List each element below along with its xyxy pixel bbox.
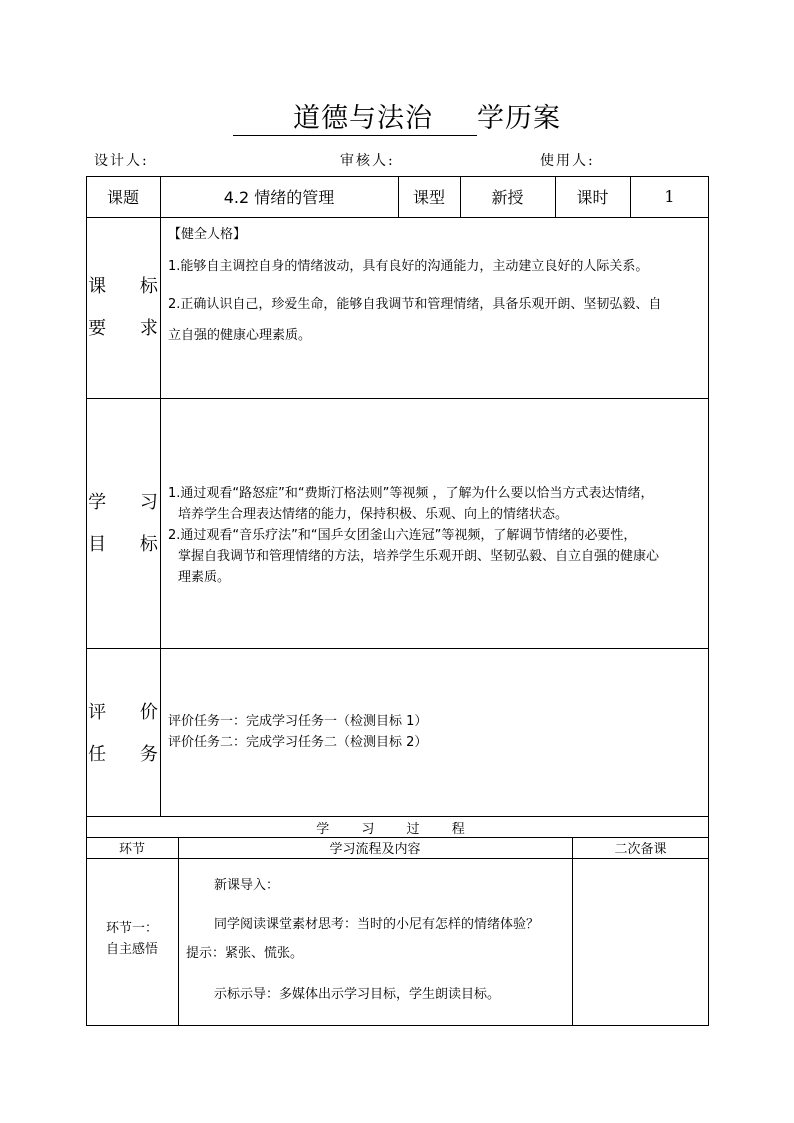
title-blank-underline <box>435 104 477 136</box>
title-subject: 道德与法治 <box>291 96 435 136</box>
stage-1-label: 环节一： 自主感悟 <box>105 921 158 957</box>
evaluation-task-2: 评价任务二：完成学习任务二（检测目标 2） <box>168 735 428 750</box>
goal-2-line-2: 掌握自我调节和管理情绪的方法，培养学生乐观开朗、坚韧弘毅、自立自强的健康心 <box>178 549 660 564</box>
topic-label: 课题 <box>106 188 139 207</box>
title-blank-underline <box>233 104 291 136</box>
standards-item-2-line-2: 立自强的健康心理素质。 <box>168 328 312 343</box>
content-question: 同学阅读课堂素材思考：当时的小尼有怎样的情绪体验？ <box>214 917 540 932</box>
document-title <box>0 96 794 136</box>
hours-value: 1 <box>664 187 675 206</box>
content-intro: 新课导入： <box>214 878 280 893</box>
evaluation-task-1: 评价任务一：完成学习任务一（检测目标 1） <box>168 714 428 729</box>
user-label: 使用人: <box>540 153 595 169</box>
designer-label: 设计人: <box>94 153 149 169</box>
goal-1-line-2: 培养学生合理表达情绪的能力，保持积极、乐观、向上的情绪状态。 <box>178 507 569 522</box>
evaluation-label: 评 价 任 务 <box>88 702 172 765</box>
type-label: 课型 <box>412 188 445 207</box>
standards-item-2-line-1: 2.正确认识自己，珍爱生命，能够自我调节和管理情绪，具备乐观开朗、坚韧弘毅、自 <box>168 297 662 312</box>
col-second-prep-header: 二次备课 <box>614 842 667 857</box>
hours-label: 课时 <box>576 188 609 207</box>
goals-label: 学 习 目 标 <box>88 492 172 555</box>
process-title: 学 习 过 程 <box>316 821 479 837</box>
col-stage-header: 环节 <box>118 842 145 857</box>
content-goal-display: 示标示导：多媒体出示学习目标，学生朗读目标。 <box>214 987 501 1002</box>
goal-1-line-1: 1.通过观看“路怒症”和“费斯汀格法则”等视频 ，了解为什么要以恰当方式表达情绪， <box>168 486 654 501</box>
reviewer-label: 审核人: <box>340 153 395 169</box>
content-hint: 提示：紧张、慌张。 <box>186 946 304 961</box>
goal-2-line-3: 理素质。 <box>178 570 231 585</box>
standards-item-1: 1.能够自主调控自身的情绪波动，具有良好的沟通能力，主动建立良好的人际关系。 <box>168 259 649 274</box>
goal-2-line-1: 2.通过观看“音乐疗法”和“国乒女团釜山六连冠”等视频，了解调节情绪的必要性， <box>168 528 637 543</box>
col-content-header: 学习流程及内容 <box>329 842 421 857</box>
title-suffix: 学历案 <box>477 103 561 134</box>
type-value: 新授 <box>491 188 524 207</box>
topic-value: 4.2 情绪的管理 <box>223 188 335 207</box>
standards-label: 课 标 要 求 <box>88 276 172 339</box>
standards-heading: 【健全人格】 <box>168 227 247 242</box>
